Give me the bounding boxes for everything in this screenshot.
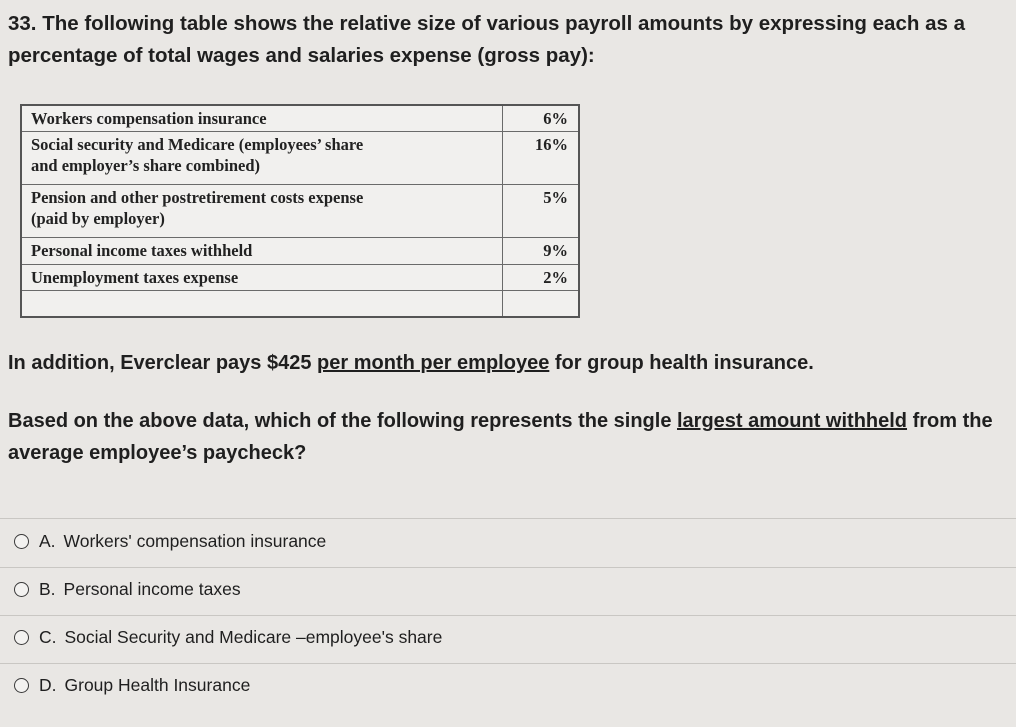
divider (0, 663, 1016, 664)
table-row (21, 238, 579, 264)
table-cell-percent: 16% (503, 132, 580, 185)
table-cell-item: Pension and other postretirement costs expense (paid by employer) (21, 185, 503, 238)
option-c[interactable] (14, 623, 442, 651)
question-heading (8, 8, 998, 72)
option-d[interactable] (14, 671, 250, 699)
underlined-emphasis: per month per employee (317, 352, 550, 374)
divider (0, 567, 1016, 568)
table-row (21, 132, 579, 185)
option-a[interactable] (14, 527, 326, 555)
question-number: 33. (8, 12, 37, 35)
table-cell-percent: 2% (503, 264, 580, 290)
radio-icon[interactable] (14, 630, 29, 645)
option-letter: D. (39, 674, 57, 695)
table-row (21, 185, 579, 238)
table-cell-item: Personal income taxes withheld (21, 238, 503, 264)
table-cell-item (21, 291, 503, 318)
table-cell-item: Social security and Medicare (employees’ share and employer’s share combined) (21, 132, 503, 185)
option-letter: B. (39, 578, 56, 599)
radio-icon[interactable] (14, 582, 29, 597)
table-cell-percent (503, 291, 580, 318)
payroll-percentage-table (20, 104, 580, 318)
table-row (21, 264, 579, 290)
divider (0, 615, 1016, 616)
divider (0, 518, 1016, 519)
table-row (21, 291, 579, 318)
option-letter: A. (39, 530, 56, 551)
option-text: Social Security and Medicare –employee's share (64, 626, 443, 647)
table-cell-percent: 6% (503, 105, 580, 132)
radio-icon[interactable] (14, 534, 29, 549)
underlined-emphasis: largest amount withheld (677, 410, 908, 432)
option-text: Group Health Insurance (64, 674, 251, 695)
radio-icon[interactable] (14, 678, 29, 693)
question-intro: The following table shows the relative size of various payroll amounts by expressing each as a percentage of total wages and salaries expense (gross pay): (8, 12, 965, 67)
option-letter: C. (39, 626, 57, 647)
addition-statement: In addition, Everclear pays $425 per month per employee for group health insurance. (8, 352, 814, 374)
table-cell-item: Workers compensation insurance (21, 105, 503, 132)
table-row (21, 105, 579, 132)
table-cell-percent: 5% (503, 185, 580, 238)
table-cell-percent: 9% (503, 238, 580, 264)
option-b[interactable] (14, 575, 241, 603)
table-cell-item: Unemployment taxes expense (21, 264, 503, 290)
option-text: Personal income taxes (63, 578, 241, 599)
option-text: Workers' compensation insurance (63, 530, 327, 551)
question-prompt: Based on the above data, which of the following represents the single largest amount withheld from the average employee’s paycheck? (8, 410, 993, 464)
